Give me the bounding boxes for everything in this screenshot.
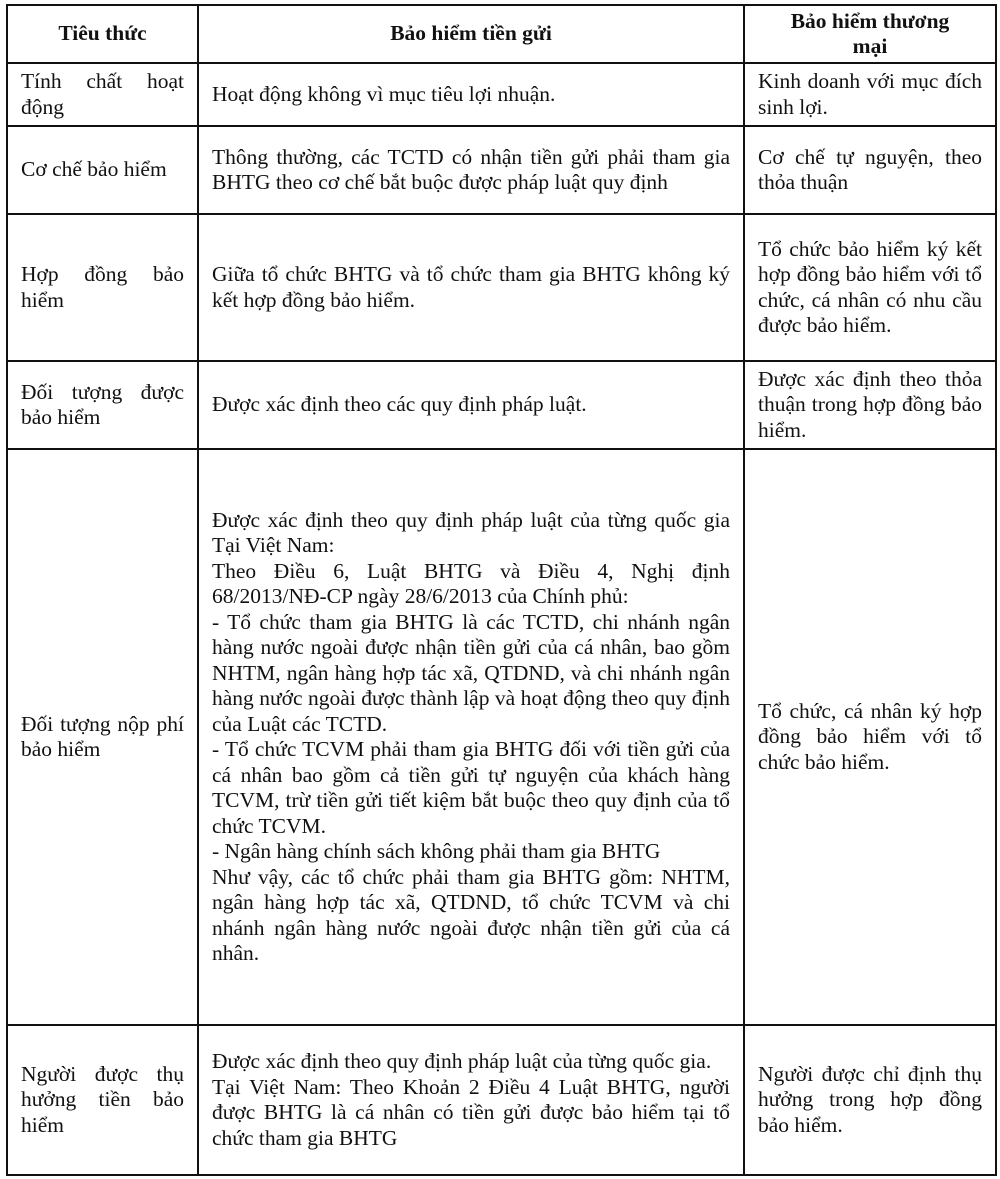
row-deposit-cell: Thông thường, các TCTD có nhận tiền gửi phải tham gia BHTG theo cơ chế bắt buộc được pháp luật quy định: [198, 126, 744, 214]
deposit-paragraph: - Tổ chức tham gia BHTG là các TCTD, chi nhánh ngân hàng nước ngoài được nhận tiền gửi của cá nhân, bao gồm NHTM, ngân hàng hợp tác xã, QTDND, và chi nhánh ngân hàng nước ngoài được thành lập và hoạt động theo quy định của Luật các TCTD.: [212, 609, 730, 736]
deposit-paragraph: - Ngân hàng chính sách không phải tham gia BHTG: [212, 839, 661, 863]
deposit-paragraph: Theo Điều 6, Luật BHTG và Điều 4, Nghị định 68/2013/NĐ-CP ngày 28/6/2013 của Chính phủ:: [212, 558, 730, 608]
table-row: [7, 449, 996, 1025]
row-deposit-cell: [198, 1025, 744, 1175]
row-commercial-cell: Tổ chức bảo hiểm ký kết hợp đồng bảo hiểm với tổ chức, cá nhân có nhu cầu được bảo hiểm.: [744, 214, 996, 361]
row-commercial-cell: Người được chỉ định thụ hưởng trong hợp đồng bảo hiểm.: [744, 1025, 996, 1175]
deposit-paragraph: - Tổ chức TCVM phải tham gia BHTG đối với tiền gửi của cá nhân bao gồm cả tiền gửi tự nguyện của khách hàng TCVM, trừ tiền gửi tiết kiệm bắt buộc theo quy định của tổ chức TCVM.: [212, 737, 730, 838]
table-row: [7, 126, 996, 214]
header-commercial-insurance: Bảo hiểm thương mại: [744, 5, 996, 63]
row-criteria: Đối tượng được bảo hiểm: [7, 361, 198, 449]
deposit-paragraph: Tại Việt Nam: Theo Khoản 2 Điều 4 Luật BHTG, người được BHTG là cá nhân có tiền gửi được bảo hiểm tại tổ chức tham gia BHTG: [212, 1074, 730, 1150]
row-criteria: Đối tượng nộp phí bảo hiểm: [7, 449, 198, 1025]
header-row: [7, 5, 996, 63]
row-commercial-cell: Tổ chức, cá nhân ký hợp đồng bảo hiểm với tổ chức bảo hiểm.: [744, 449, 996, 1025]
row-commercial-cell: Cơ chế tự nguyện, theo thỏa thuận: [744, 126, 996, 214]
row-commercial-cell: Kinh doanh với mục đích sinh lợi.: [744, 63, 996, 126]
table-row: [7, 1025, 996, 1175]
row-criteria: Cơ chế bảo hiểm: [7, 126, 198, 214]
row-deposit-cell: Giữa tổ chức BHTG và tổ chức tham gia BHTG không ký kết hợp đồng bảo hiểm.: [198, 214, 744, 361]
row-deposit-cell: [198, 449, 744, 1025]
deposit-paragraph: Được xác định theo quy định pháp luật của từng quốc gia Tại Việt Nam:: [212, 507, 730, 557]
row-criteria: Người được thụ hưởng tiền bảo hiểm: [7, 1025, 198, 1175]
table-row: [7, 63, 996, 126]
header-deposit-insurance: Bảo hiểm tiền gửi: [198, 5, 744, 63]
comparison-table: [6, 4, 997, 1176]
row-criteria: Hợp đồng bảo hiểm: [7, 214, 198, 361]
row-commercial-cell: Được xác định theo thỏa thuận trong hợp đồng bảo hiểm.: [744, 361, 996, 449]
deposit-paragraph: Được xác định theo quy định pháp luật của từng quốc gia.: [212, 1049, 712, 1073]
header-criteria: Tiêu thức: [7, 5, 198, 63]
deposit-paragraph: Như vậy, các tổ chức phải tham gia BHTG gồm: NHTM, ngân hàng hợp tác xã, QTDND, tổ chức TCVM và chi nhánh ngân hàng nước ngoài được nhận tiền gửi của cá nhân.: [212, 864, 730, 965]
row-criteria: Tính chất hoạt động: [7, 63, 198, 126]
table-row: [7, 361, 996, 449]
row-deposit-cell: Hoạt động không vì mục tiêu lợi nhuận.: [198, 63, 744, 126]
row-deposit-cell: Được xác định theo các quy định pháp luật.: [198, 361, 744, 449]
table-row: [7, 214, 996, 361]
